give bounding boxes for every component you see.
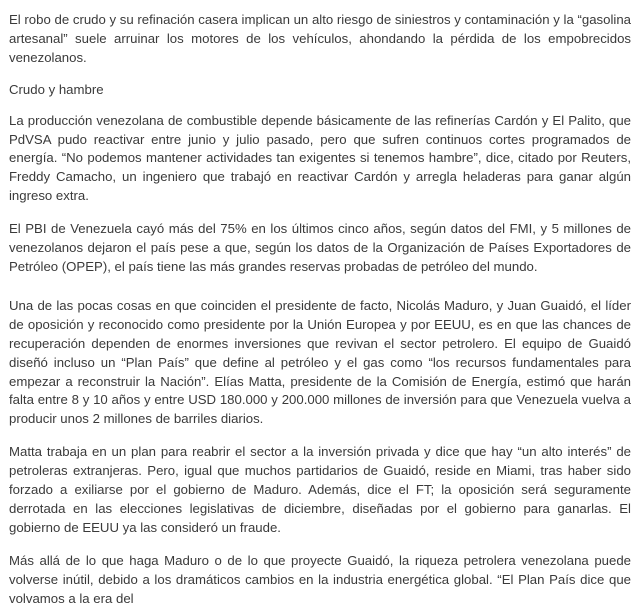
section-subheading: Crudo y hambre [9, 81, 104, 97]
paragraph-maduro-guaido: Una de las pocas cosas en que coinciden el presidente de facto, Nicolás Maduro, y Juan Guaidó, el líder de oposición y reconocido como presidente por la Unión Europea y por EEUU, es en que las chances de recuperación dependen de enormes inversiones que revivan el sector petrolero. El equipo de Guaidó diseñó incluso un “Plan País” que define al petróleo y el gas como “los recursos fundamentales para empezar a reconstruir la Nación”. Elías Matta, presidente de la Comisión de Energía, estimó que harán falta entre 8 y 10 años y entre USD 180.000 y 200.000 millones de inversión para que Venezuela vuelva a producir unos 2 millones de barriles diarios. [9, 297, 631, 427]
paragraph-oil-wealth: Más allá de lo que haga Maduro o de lo que proyecte Guaidó, la riqueza petrolera venezolana puede volverse inútil, debido a los dramáticos cambios en la industria energética global. “El Plan País dice que volvamos a la era del [9, 552, 631, 606]
paragraph-matta-plan: Matta trabaja en un plan para reabrir el sector a la inversión privada y dice que hay “un alto interés” de petroleras extranjeras. Pero, igual que muchos partidarios de Guaidó, reside en Miami, tras haber sido forzado a exiliarse por el gobierno de Maduro. Además, dice el FT; la oposición será seguramente derrotada en las elecciones legislativas de diciembre, diseñadas por el gobierno para ganarlas. El gobierno de EEUU ya las consideró un fraude. [9, 444, 631, 535]
paragraph-fuel-theft: El robo de crudo y su refinación casera implican un alto riesgo de siniestros y contaminación y la “gasolina artesanal” suele arruinar los motores de los vehículos, ahondando la pérdida de los empobrecidos venezolanos. [9, 12, 631, 65]
paragraph-gdp: El PBI de Venezuela cayó más del 75% en los últimos cinco años, según datos del FMI, y 5 millones de venezolanos dejaron el país pese a que, según los datos de la Organización de Países Exportadores de Petróleo (OPEP), el país tiene las más grandes reservas probadas de petróleo del mundo. [9, 221, 631, 274]
paragraph-refineries: La producción venezolana de combustible depende básicamente de las refinerías Cardón y El Palito, que PdVSA pudo reactivar entre junio y julio pasado, pero que sufren continuos cortes programados de energía. “No podemos mantener actividades tan exigentes si tenemos hambre”, dice, citado por Reuters, Freddy Camacho, un ingeniero que trabajó en reactivar Cardón y arregla heladeras para ganar algún ingreso extra. [9, 112, 631, 204]
